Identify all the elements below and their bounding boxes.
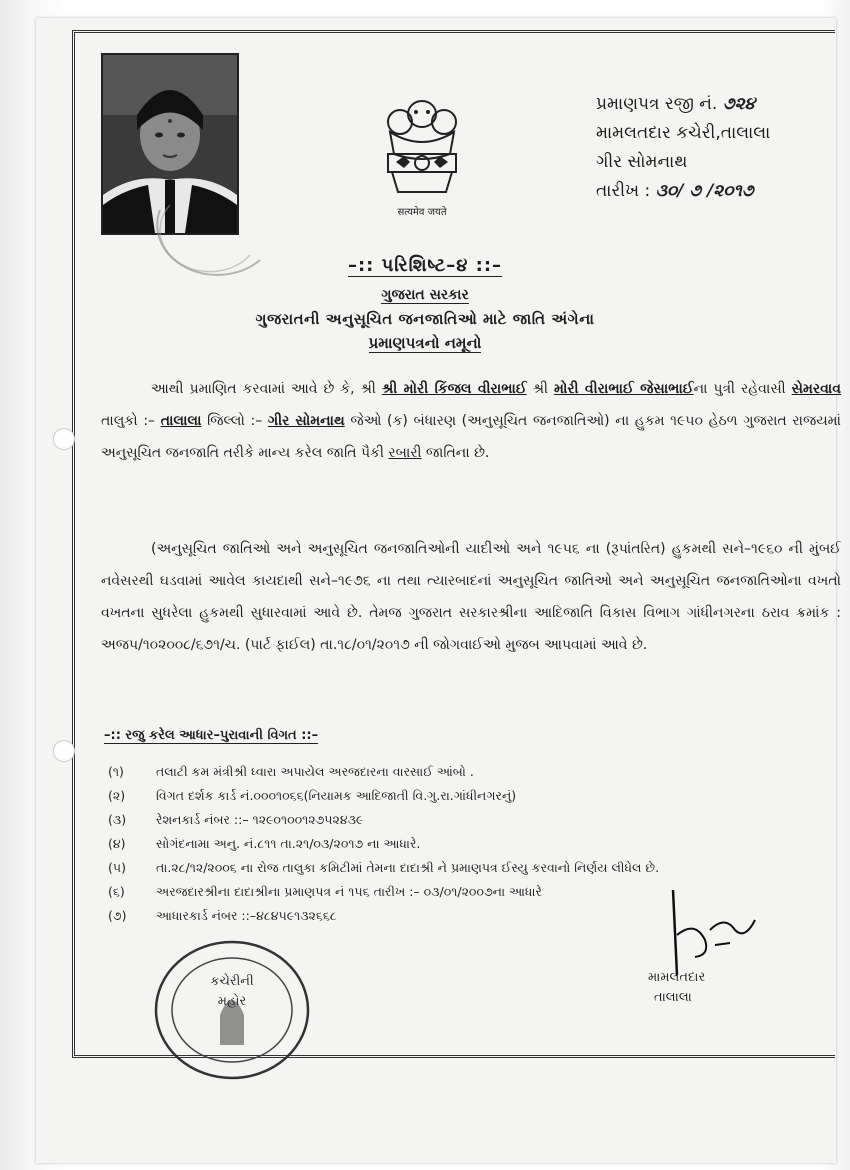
emblem-motto: सत्यमेव जयते bbox=[397, 207, 447, 218]
cert-reg-label: પ્રમાણપત્ર રજી નં. bbox=[596, 94, 718, 114]
cert-reg-value: ૭૨૪ bbox=[722, 94, 756, 114]
taluka-name: તાલાલા bbox=[160, 413, 202, 429]
office-line2: ગીર સોમનાથ bbox=[596, 152, 688, 172]
punch-hole-bottom bbox=[53, 740, 75, 762]
list-item: (૫) તા.૨૮/૧૨/૨૦૦૬ ના રોજ તાલુકા કમિટીમાં તેમના દાદાશ્રી ને પ્રમાણપત્ર ઈસ્યુ કરવાનો નિર્ણય લીધેલ છે. bbox=[108, 860, 660, 875]
government-title: ગુજરાત સરકાર bbox=[381, 287, 469, 303]
punch-hole-top bbox=[53, 428, 75, 450]
photo-overlap-stamp bbox=[150, 200, 270, 300]
documents-title: –:: રજુ કરેલ આધાર–પુરાવાની વિગત ::– bbox=[104, 728, 319, 743]
date-value: ૩૦/ ૭ /૨૦૧૭ bbox=[655, 181, 754, 201]
date-line bbox=[596, 177, 770, 206]
seal-line2: મહોર bbox=[217, 994, 247, 1009]
list-item: (૨) વિગત દર્શક કાર્ડ નં.૦૦૦૧૦૬૬(નિયામક આદિજાતી વિ.ગુ.રા.ગાંધીનગરનું) bbox=[108, 788, 517, 803]
district-name: ગીર સોમનાથ bbox=[267, 413, 345, 429]
office-line1: મામલતદાર કચેરી,તાલાલા bbox=[596, 123, 771, 143]
list-item: (૭) આધારકાર્ડ નંબર ::–૪૮૪૫૯૧૩૨૬૬૮ bbox=[108, 908, 337, 923]
officer-block bbox=[648, 968, 705, 1008]
signature-mark bbox=[655, 885, 765, 980]
seal-line1: કચેરીની bbox=[210, 974, 254, 989]
officer-place: તાલાલા bbox=[654, 990, 692, 1005]
caste-name: રબારી bbox=[388, 445, 422, 461]
officer-title: મામલતદાર bbox=[648, 970, 706, 985]
applicant-name: શ્રી મોરી કિંજલ વીરાભાઈ bbox=[381, 381, 527, 397]
legal-reference-paragraph: (અનુસૂચિત જાતિઓ અને અનુસૂચિત જનજાતિઓની યાદીઓ અને ૧૯૫૬ ના (રૂપાંતરિત) હુકમથી સને–૧૯૬૦ ની મુંબઈ નવેસરથી ઘડવામાં આવેલ કાયદાથી સને–૧૯૭૬ ના તથા ત્યારબાદનાં અનુસૂચિત જાતિઓ અને અનુસૂચિત જનજાતિઓના વખતો વખતના સુધરેલા હુકમથી સુધારવામાં આવે છે. તેમજ ગુજરાત સરકારશ્રીના આદિજાતિ વિકાસ વિભાગ ગાંધીનગરના ઠરાવ ક્રમાંક : અજપ/૧૦૨૦૦૮/૬૭૧/ચ. (પાર્ટ ફાઈલ) તા.૧૮/૦૧/૨૦૧૭ ની જોગવાઈઓ મુજબ આપવામાં આવે છે. bbox=[101, 541, 841, 653]
national-emblem bbox=[376, 92, 468, 222]
lion-capital-icon bbox=[376, 92, 468, 202]
certificate-info bbox=[596, 90, 770, 206]
list-item: (૪) સોગંદનામા અનુ. નં.૮૧૧ તા.૨૧/૦૩/૨૦૧૭ ના આધારે. bbox=[108, 836, 421, 851]
date-label: તારીખ : bbox=[596, 181, 651, 201]
list-item: (૬) અરજદારશ્રીના દાદાશ્રીના પ્રમાણપત્ર નં ૧૫૬ તારીખ :– ૦૩/૦૧/૨૦૦૭ના આધારે bbox=[108, 884, 542, 899]
list-item: (૧) તલાટી કમ મંત્રીશ્રી ધ્વારા અપાયેલ અરજદારના વારસાઈ આંબો . bbox=[108, 764, 474, 779]
office-seal bbox=[150, 935, 315, 1085]
village-name: સેમરવાવ bbox=[791, 381, 841, 397]
annexure-heading: –:: પરિશિષ્ટ–૪ ::– bbox=[347, 255, 503, 276]
list-item: (૩) રેશનકાર્ડ નંબર ::– ૧૨૯૦૧૦૦૧૨૭૫૨૪૩૯ bbox=[108, 812, 364, 827]
certification-paragraph: આથી પ્રમાણિત કરવામાં આવે છે કે, શ્રી શ્રી મોરી કિંજલ વીરાભાઈ શ્રી મોરી વીરાભાઈ જેસાભાઈના પુત્રી રહેવાસી સેમરવાવ તાલુકો :– તાલાલા જિલ્લો :– ગીર સોમનાથ જેઓ (ક) બંધારણ (અનુસૂચિત જનજાતિઓ) ના હુકમ ૧૯૫૦ હેઠળ ગુજરાત રાજયમાં અનુસૂચિત જનજાતિ તરીકે માન્ય કરેલ જાતિ પૈકી રબારી જાતિના છે. bbox=[101, 381, 841, 461]
officer-signature bbox=[655, 885, 765, 980]
subject-line2: પ્રમાણપત્રનો નમૂનો bbox=[368, 334, 482, 352]
cert-reg-line bbox=[596, 90, 770, 119]
father-name: મોરી વીરાભાઈ જેસાભાઈ bbox=[553, 381, 694, 397]
subject-line1: ગુજરાતની અનુસૂચિત જનજાતિઓ માટે જાતિ અંગેના bbox=[255, 310, 595, 328]
seal-stamp-icon bbox=[150, 935, 315, 1085]
